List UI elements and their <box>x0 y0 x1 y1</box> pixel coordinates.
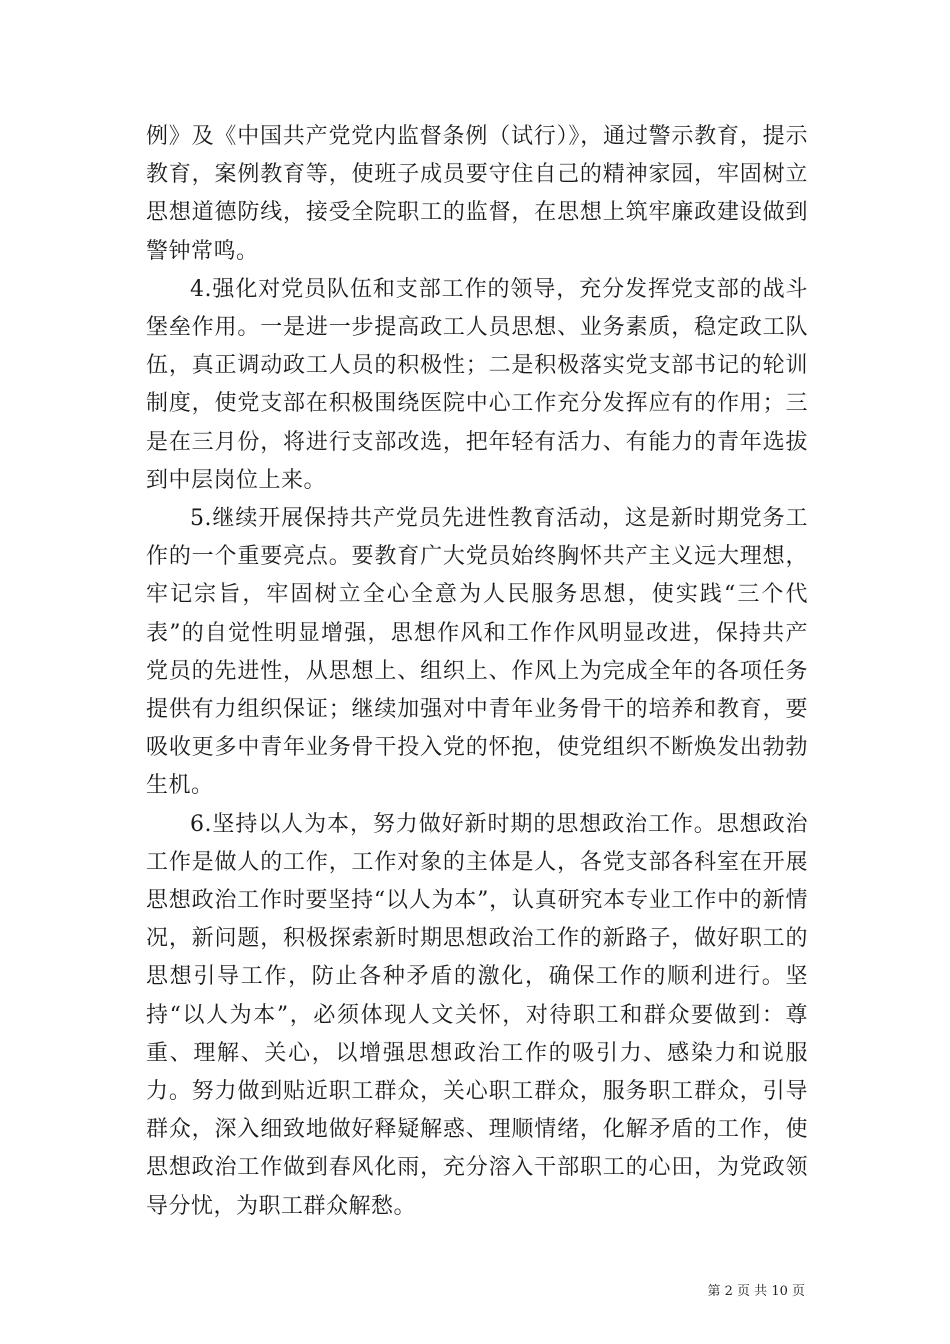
document-body <box>146 118 808 1226</box>
paragraph-item-6: 6.坚持以人为本，努力做好新时期的思想政治工作。思想政治工作是做人的工作，工作对象的主体是人，各党支部各科室在开展思想政治工作时要坚持“以人为本”，认真研究本专业工作中的新情况，新问题，积极探索新时期思想政治工作的新路子，做好职工的思想引导工作，防止各种矛盾的激化，确保工作的顺利进行。坚持“以人为本”，必须体现人文关怀，对待职工和群众要做到：尊重、理解、关心，以增强思想政治工作的吸引力、感染力和说服力。努力做到贴近职工群众，关心职工群众，服务职工群众，引导群众，深入细致地做好释疑解惑、理顺情绪，化解矛盾的工作，使思想政治工作做到春风化雨，充分溶入干部职工的心田，为党政领导分忧，为职工群众解愁。 <box>146 811 808 1219</box>
paragraph-item-5: 5.继续开展保持共产党员先进性教育活动，这是新时期党务工作的一个重要亮点。要教育广大党员始终胸怀共产主义远大理想，牢记宗旨，牢固树立全心全意为人民服务思想，使实践“三个代表”的自觉性明显增强，思想作风和工作作风明显改进，保持共产党员的先进性，从思想上、组织上、作风上为完成全年的各项任务提供有力组织保证；继续加强对中青年业务骨干的培养和教育，要吸收更多中青年业务骨干投入党的怀抱，使党组织不断焕发出勃勃生机。 <box>146 506 808 799</box>
paragraph-continuation: 例》及《中国共产党党内监督条例（试行）》，通过警示教育，提示教育，案例教育等，使班子成员要守住自己的精神家园，牢固树立思想道德防线，接受全院职工的监督，在思想上筑牢廉政建设做到警钟常鸣。 <box>146 124 808 264</box>
paragraph-item-4: 4.强化对党员队伍和支部工作的领导，充分发挥党支部的战斗堡垒作用。一是进一步提高政工人员思想、业务素质，稳定政工队伍，真正调动政工人员的积极性；二是积极落实党支部书记的轮训制度，使党支部在积极围绕医院中心工作充分发挥应有的作用；三是在三月份，将进行支部改选，把年轻有活力、有能力的青年选拔到中层岗位上来。 <box>146 276 808 493</box>
page-number: 第 2 页 共 10 页 <box>707 1284 805 1299</box>
